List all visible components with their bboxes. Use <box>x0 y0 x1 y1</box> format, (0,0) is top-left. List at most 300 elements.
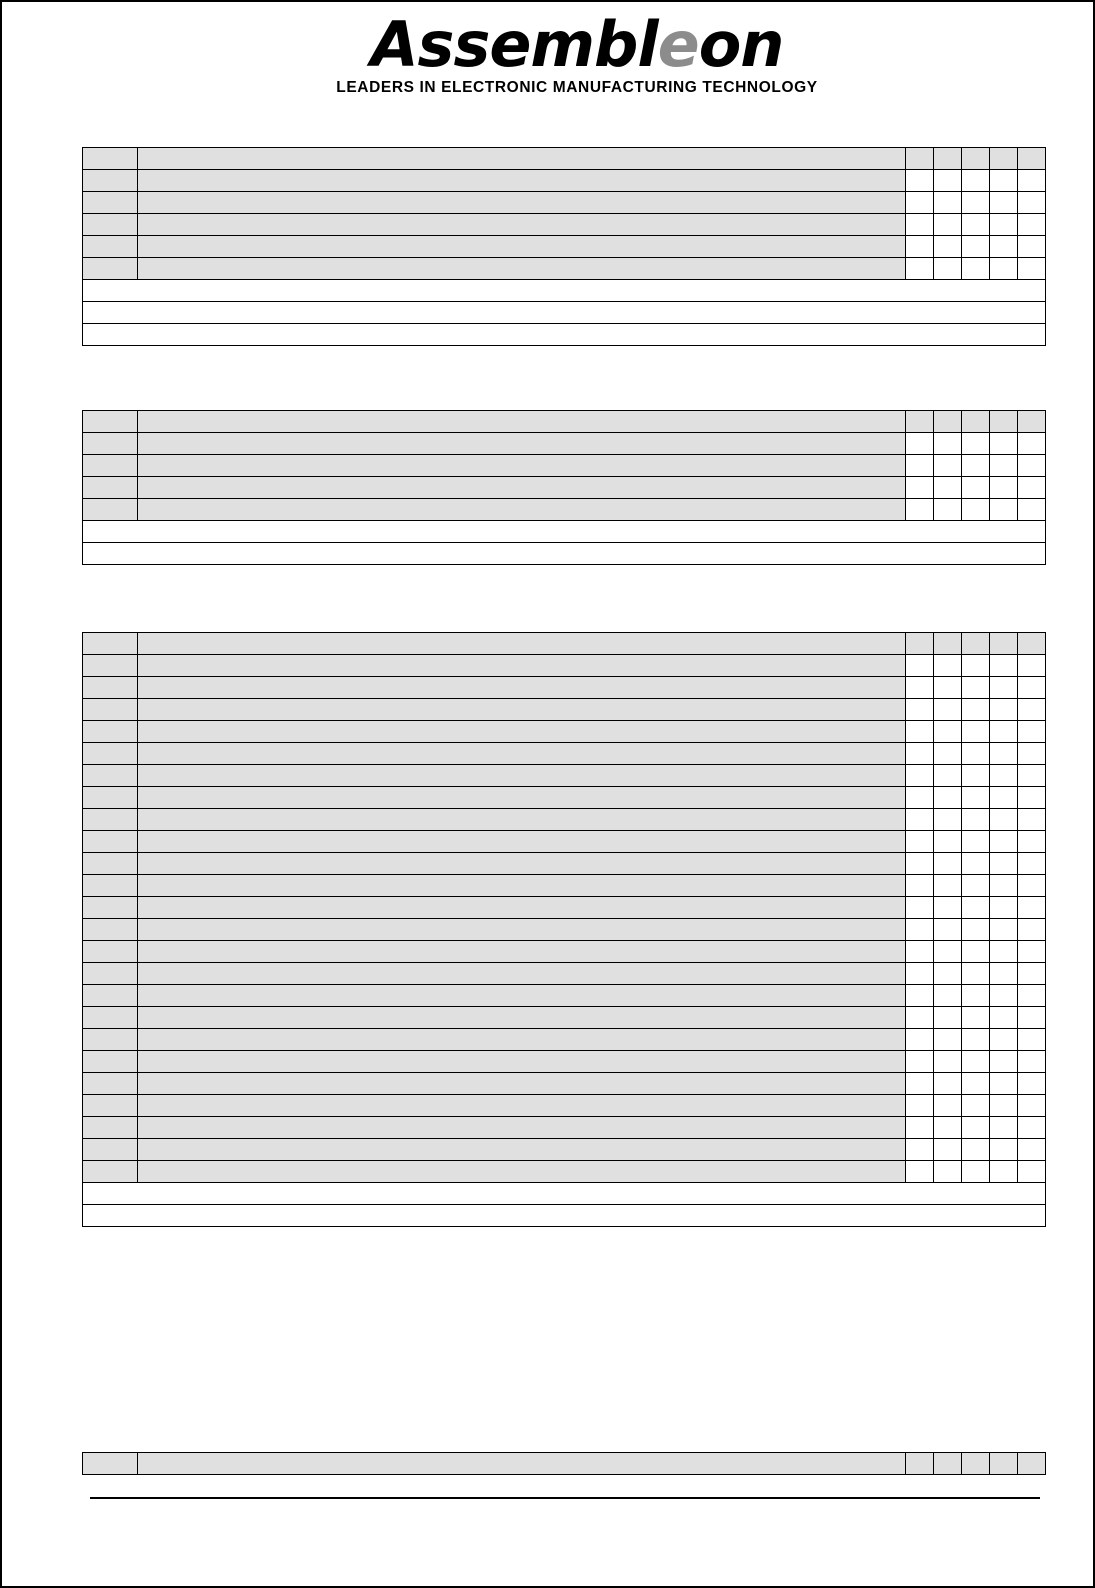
cell-g <box>1018 1007 1046 1029</box>
cell-g <box>1018 1161 1046 1183</box>
cell-index <box>83 170 138 192</box>
cell-e <box>962 1051 990 1073</box>
cell-e <box>962 853 990 875</box>
cell-d <box>934 831 962 853</box>
cell-c <box>906 743 934 765</box>
cell-description <box>138 1007 906 1029</box>
cell-description <box>138 787 906 809</box>
cell-index <box>83 455 138 477</box>
cell-index <box>83 1051 138 1073</box>
cell-f <box>990 963 1018 985</box>
cell-g <box>1018 1051 1046 1073</box>
cell-d <box>934 941 962 963</box>
revision-table-3 <box>82 632 1046 1227</box>
cell-c <box>906 941 934 963</box>
table-1-body <box>83 148 1046 346</box>
cell-e <box>962 433 990 455</box>
cell-f <box>990 477 1018 499</box>
cell-description <box>138 765 906 787</box>
cell-f <box>990 148 1018 170</box>
cell-f <box>990 831 1018 853</box>
cell-description <box>138 677 906 699</box>
cell-f <box>990 853 1018 875</box>
cell-f <box>990 411 1018 433</box>
cell-description <box>138 1161 906 1183</box>
cell-e <box>962 499 990 521</box>
table-row <box>83 1051 1046 1073</box>
cell-description <box>138 875 906 897</box>
table-row <box>83 1117 1046 1139</box>
cell-d <box>934 1453 962 1475</box>
cell-description <box>138 1095 906 1117</box>
cell-e <box>962 1453 990 1475</box>
cell-e <box>962 236 990 258</box>
table-row <box>83 1007 1046 1029</box>
table-row <box>83 148 1046 170</box>
table-row <box>83 941 1046 963</box>
table-row <box>83 499 1046 521</box>
cell-d <box>934 1139 962 1161</box>
table-row <box>83 831 1046 853</box>
cell-f <box>990 721 1018 743</box>
cell-index <box>83 236 138 258</box>
cell-e <box>962 787 990 809</box>
cell-g <box>1018 170 1046 192</box>
cell-c <box>906 831 934 853</box>
cell-c <box>906 721 934 743</box>
table-row <box>83 411 1046 433</box>
cell-index <box>83 1095 138 1117</box>
cell-c <box>906 455 934 477</box>
cell-g <box>1018 963 1046 985</box>
cell-d <box>934 809 962 831</box>
table-row <box>83 633 1046 655</box>
cell-index <box>83 499 138 521</box>
cell-c <box>906 1117 934 1139</box>
cell-g <box>1018 258 1046 280</box>
cell-f <box>990 1139 1018 1161</box>
cell-index <box>83 919 138 941</box>
cell-index <box>83 1073 138 1095</box>
cell-d <box>934 699 962 721</box>
cell-f <box>990 941 1018 963</box>
cell-c <box>906 633 934 655</box>
cell-description <box>138 1139 906 1161</box>
cell-f <box>990 787 1018 809</box>
cell-e <box>962 897 990 919</box>
cell-e <box>962 1029 990 1051</box>
cell-c <box>906 170 934 192</box>
cell-d <box>934 633 962 655</box>
cell-g <box>1018 1029 1046 1051</box>
cell-full <box>83 521 1046 543</box>
table-row <box>83 875 1046 897</box>
cell-description <box>138 192 906 214</box>
cell-d <box>934 743 962 765</box>
cell-g <box>1018 192 1046 214</box>
cell-g <box>1018 721 1046 743</box>
company-logo <box>327 8 827 97</box>
cell-description <box>138 1453 906 1475</box>
cell-d <box>934 433 962 455</box>
cell-e <box>962 477 990 499</box>
cell-e <box>962 1139 990 1161</box>
cell-g <box>1018 831 1046 853</box>
cell-index <box>83 963 138 985</box>
cell-d <box>934 677 962 699</box>
cell-e <box>962 258 990 280</box>
cell-e <box>962 765 990 787</box>
cell-d <box>934 919 962 941</box>
logo-wordmark-tail: on <box>698 8 784 81</box>
cell-full <box>83 543 1046 565</box>
cell-c <box>906 1051 934 1073</box>
cell-f <box>990 1117 1018 1139</box>
cell-index <box>83 699 138 721</box>
table-row <box>83 743 1046 765</box>
cell-g <box>1018 633 1046 655</box>
cell-c <box>906 875 934 897</box>
cell-f <box>990 433 1018 455</box>
cell-f <box>990 699 1018 721</box>
cell-index <box>83 655 138 677</box>
cell-f <box>990 1161 1018 1183</box>
logo-tagline: LEADERS IN ELECTRONIC MANUFACTURING TECHNOLOGY <box>336 79 818 97</box>
table-row <box>83 1095 1046 1117</box>
cell-d <box>934 236 962 258</box>
cell-f <box>990 214 1018 236</box>
cell-g <box>1018 809 1046 831</box>
cell-g <box>1018 1139 1046 1161</box>
cell-e <box>962 831 990 853</box>
cell-index <box>83 1161 138 1183</box>
cell-e <box>962 1095 990 1117</box>
cell-g <box>1018 1117 1046 1139</box>
cell-d <box>934 1095 962 1117</box>
cell-e <box>962 148 990 170</box>
table-row-full <box>83 543 1046 565</box>
cell-description <box>138 853 906 875</box>
table-row <box>83 455 1046 477</box>
cell-index <box>83 411 138 433</box>
cell-description <box>138 214 906 236</box>
cell-index <box>83 633 138 655</box>
cell-e <box>962 1007 990 1029</box>
cell-index <box>83 787 138 809</box>
cell-index <box>83 809 138 831</box>
cell-e <box>962 963 990 985</box>
table-row <box>83 192 1046 214</box>
cell-index <box>83 1139 138 1161</box>
cell-d <box>934 897 962 919</box>
table-row-full <box>83 521 1046 543</box>
cell-c <box>906 1139 934 1161</box>
cell-e <box>962 677 990 699</box>
cell-description <box>138 699 906 721</box>
cell-index <box>83 148 138 170</box>
footer-table-body <box>83 1453 1046 1475</box>
cell-e <box>962 941 990 963</box>
cell-description <box>138 455 906 477</box>
cell-f <box>990 897 1018 919</box>
cell-c <box>906 963 934 985</box>
cell-d <box>934 477 962 499</box>
cell-e <box>962 214 990 236</box>
table-row <box>83 214 1046 236</box>
cell-c <box>906 919 934 941</box>
cell-g <box>1018 875 1046 897</box>
cell-g <box>1018 853 1046 875</box>
cell-c <box>906 433 934 455</box>
cell-e <box>962 1161 990 1183</box>
cell-g <box>1018 148 1046 170</box>
cell-index <box>83 875 138 897</box>
table-row <box>83 1161 1046 1183</box>
cell-description <box>138 1073 906 1095</box>
cell-index <box>83 1453 138 1475</box>
cell-g <box>1018 787 1046 809</box>
cell-d <box>934 411 962 433</box>
table-row <box>83 809 1046 831</box>
cell-c <box>906 192 934 214</box>
table-row <box>83 477 1046 499</box>
cell-description <box>138 831 906 853</box>
cell-index <box>83 897 138 919</box>
cell-d <box>934 1029 962 1051</box>
cell-index <box>83 985 138 1007</box>
cell-f <box>990 1007 1018 1029</box>
table-row-full <box>83 1205 1046 1227</box>
cell-d <box>934 1117 962 1139</box>
cell-f <box>990 1073 1018 1095</box>
cell-f <box>990 919 1018 941</box>
cell-d <box>934 1051 962 1073</box>
table-row <box>83 897 1046 919</box>
cell-c <box>906 1161 934 1183</box>
cell-g <box>1018 743 1046 765</box>
cell-d <box>934 499 962 521</box>
cell-index <box>83 765 138 787</box>
cell-index <box>83 677 138 699</box>
cell-description <box>138 477 906 499</box>
revision-table-2 <box>82 410 1046 565</box>
cell-d <box>934 765 962 787</box>
cell-index <box>83 1007 138 1029</box>
cell-description <box>138 655 906 677</box>
cell-c <box>906 214 934 236</box>
cell-index <box>83 743 138 765</box>
table-row <box>83 1073 1046 1095</box>
cell-description <box>138 721 906 743</box>
cell-f <box>990 1095 1018 1117</box>
cell-e <box>962 699 990 721</box>
footer-divider <box>90 1497 1040 1499</box>
cell-description <box>138 963 906 985</box>
cell-index <box>83 192 138 214</box>
table-row <box>83 919 1046 941</box>
cell-full <box>83 280 1046 302</box>
table-row-full <box>83 280 1046 302</box>
cell-d <box>934 1007 962 1029</box>
cell-e <box>962 809 990 831</box>
cell-index <box>83 1029 138 1051</box>
cell-c <box>906 1007 934 1029</box>
cell-description <box>138 411 906 433</box>
cell-e <box>962 192 990 214</box>
cell-e <box>962 875 990 897</box>
cell-description <box>138 1051 906 1073</box>
table-3-body <box>83 633 1046 1227</box>
cell-f <box>990 743 1018 765</box>
cell-e <box>962 455 990 477</box>
cell-e <box>962 743 990 765</box>
cell-f <box>990 809 1018 831</box>
cell-g <box>1018 1453 1046 1475</box>
table-row <box>83 963 1046 985</box>
cell-description <box>138 258 906 280</box>
cell-c <box>906 499 934 521</box>
cell-c <box>906 765 934 787</box>
cell-description <box>138 633 906 655</box>
cell-d <box>934 455 962 477</box>
revision-table-1 <box>82 147 1046 346</box>
cell-g <box>1018 1073 1046 1095</box>
cell-f <box>990 170 1018 192</box>
cell-c <box>906 411 934 433</box>
cell-full <box>83 302 1046 324</box>
cell-description <box>138 941 906 963</box>
table-row <box>83 853 1046 875</box>
table-row <box>83 985 1046 1007</box>
logo-wordmark-lead: Assembl <box>370 8 658 81</box>
logo-wordmark <box>327 8 827 81</box>
cell-e <box>962 1117 990 1139</box>
cell-index <box>83 258 138 280</box>
cell-c <box>906 1073 934 1095</box>
cell-description <box>138 985 906 1007</box>
cell-g <box>1018 1095 1046 1117</box>
cell-g <box>1018 677 1046 699</box>
cell-description <box>138 236 906 258</box>
cell-g <box>1018 433 1046 455</box>
cell-c <box>906 809 934 831</box>
cell-c <box>906 258 934 280</box>
table-row <box>83 236 1046 258</box>
cell-e <box>962 170 990 192</box>
cell-e <box>962 721 990 743</box>
table-row <box>83 1453 1046 1475</box>
cell-c <box>906 1453 934 1475</box>
table-row-full <box>83 302 1046 324</box>
cell-description <box>138 170 906 192</box>
cell-f <box>990 1029 1018 1051</box>
cell-g <box>1018 214 1046 236</box>
cell-d <box>934 192 962 214</box>
footer-table <box>82 1452 1046 1475</box>
cell-d <box>934 170 962 192</box>
cell-f <box>990 499 1018 521</box>
cell-description <box>138 433 906 455</box>
cell-c <box>906 477 934 499</box>
cell-e <box>962 985 990 1007</box>
cell-e <box>962 411 990 433</box>
cell-d <box>934 214 962 236</box>
cell-g <box>1018 236 1046 258</box>
cell-g <box>1018 941 1046 963</box>
cell-d <box>934 787 962 809</box>
cell-g <box>1018 455 1046 477</box>
cell-d <box>934 655 962 677</box>
cell-g <box>1018 499 1046 521</box>
table-row <box>83 1029 1046 1051</box>
cell-description <box>138 919 906 941</box>
cell-d <box>934 148 962 170</box>
cell-e <box>962 1073 990 1095</box>
cell-description <box>138 1117 906 1139</box>
cell-d <box>934 258 962 280</box>
cell-g <box>1018 765 1046 787</box>
table-row <box>83 721 1046 743</box>
cell-index <box>83 1117 138 1139</box>
cell-f <box>990 192 1018 214</box>
cell-index <box>83 433 138 455</box>
cell-c <box>906 699 934 721</box>
cell-c <box>906 655 934 677</box>
table-row <box>83 677 1046 699</box>
table-row <box>83 699 1046 721</box>
cell-description <box>138 743 906 765</box>
cell-c <box>906 897 934 919</box>
table-row <box>83 655 1046 677</box>
cell-f <box>990 633 1018 655</box>
cell-index <box>83 721 138 743</box>
cell-full <box>83 1183 1046 1205</box>
table-row <box>83 170 1046 192</box>
table-row <box>83 1139 1046 1161</box>
cell-e <box>962 919 990 941</box>
cell-description <box>138 809 906 831</box>
table-row <box>83 258 1046 280</box>
cell-c <box>906 787 934 809</box>
table-row-full <box>83 1183 1046 1205</box>
cell-f <box>990 765 1018 787</box>
cell-d <box>934 985 962 1007</box>
cell-g <box>1018 699 1046 721</box>
cell-g <box>1018 655 1046 677</box>
table-row <box>83 787 1046 809</box>
table-row <box>83 433 1046 455</box>
cell-c <box>906 853 934 875</box>
table-row <box>83 765 1046 787</box>
cell-e <box>962 655 990 677</box>
cell-f <box>990 258 1018 280</box>
cell-d <box>934 1073 962 1095</box>
cell-e <box>962 633 990 655</box>
cell-d <box>934 875 962 897</box>
cell-f <box>990 655 1018 677</box>
cell-f <box>990 455 1018 477</box>
cell-f <box>990 1453 1018 1475</box>
cell-f <box>990 985 1018 1007</box>
cell-description <box>138 1029 906 1051</box>
cell-full <box>83 1205 1046 1227</box>
cell-g <box>1018 985 1046 1007</box>
cell-c <box>906 236 934 258</box>
cell-d <box>934 853 962 875</box>
cell-d <box>934 721 962 743</box>
cell-g <box>1018 477 1046 499</box>
cell-g <box>1018 411 1046 433</box>
